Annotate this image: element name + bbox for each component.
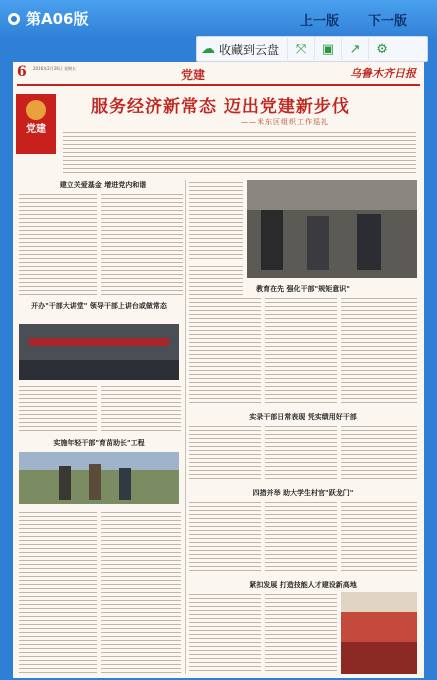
article-text: [19, 384, 97, 432]
newspaper-logo: 乌鲁木齐日报: [350, 67, 416, 80]
cloud-toolbar: [196, 36, 428, 62]
top-bar: [0, 0, 437, 36]
party-emblem-icon: [26, 100, 46, 120]
article-text: [341, 500, 417, 574]
article-text: [19, 192, 97, 298]
visit-photo: [247, 180, 417, 278]
article-text: [265, 500, 337, 574]
subhead-2: 开办"干部大讲堂" 领导干部上讲台或做常态: [31, 302, 167, 310]
header-rule: [17, 84, 420, 86]
column-divider: [185, 180, 186, 674]
intro-text: [63, 130, 416, 174]
headline-subtitle: ——米东区组织工作巡礼: [241, 118, 329, 126]
subhead-5: 实录干部日常表现 凭实绩用好干部: [249, 413, 357, 421]
training-photo: [341, 592, 417, 674]
article-text: [189, 296, 261, 406]
prev-page-button[interactable]: 上一版: [300, 14, 340, 29]
page-header: [13, 62, 424, 84]
article-text: [265, 592, 337, 674]
page-number: 6: [17, 64, 27, 80]
side-label: 党建: [26, 124, 46, 135]
subhead-1: 建立关爱基金 增进党内和谐: [59, 181, 147, 189]
headline: 服务经济新常态 迈出党建新步伐: [91, 97, 350, 117]
save-icon[interactable]: ▣: [314, 38, 341, 60]
newspaper-page: [13, 62, 424, 678]
article-text: [265, 424, 337, 482]
article-text: [265, 296, 337, 406]
article-text: [101, 384, 181, 432]
article-text: [341, 424, 417, 482]
settings-icon[interactable]: ⚙: [368, 38, 395, 60]
article-text: [101, 192, 183, 298]
share-icon[interactable]: ↗: [341, 38, 368, 60]
article-text: [341, 296, 417, 406]
subhead-4: 教育在先 强化干部"规矩意识": [256, 285, 350, 293]
page-meta: 2016年2月26日 星期五: [33, 66, 77, 71]
next-page-button[interactable]: 下一版: [368, 14, 408, 29]
article-text: [189, 424, 261, 482]
subhead-6: 四措并举 助大学生村官"跃龙门": [252, 489, 354, 497]
edition-selector[interactable]: [8, 8, 88, 29]
meeting-photo: [19, 324, 179, 380]
fullscreen-icon[interactable]: ⤧: [287, 38, 314, 60]
article-text: [19, 510, 97, 674]
article-text: [189, 500, 261, 574]
field-photo: [19, 452, 179, 504]
party-emblem-panel: [16, 94, 56, 154]
subhead-7: 紧扣发展 打造技能人才建设新高地: [249, 581, 357, 589]
article-text: [189, 180, 243, 260]
edition-icon: [8, 13, 20, 25]
subhead-3: 实施年轻干部"育苗助长"工程: [53, 439, 145, 447]
section-title: 党建: [181, 68, 206, 82]
article-text: [101, 510, 181, 674]
edition-label: 第A06版: [26, 10, 89, 28]
save-cloud-button[interactable]: 收藏到云盘: [219, 42, 280, 57]
cloud-icon[interactable]: ☁: [201, 41, 215, 57]
article-text: [189, 592, 261, 674]
